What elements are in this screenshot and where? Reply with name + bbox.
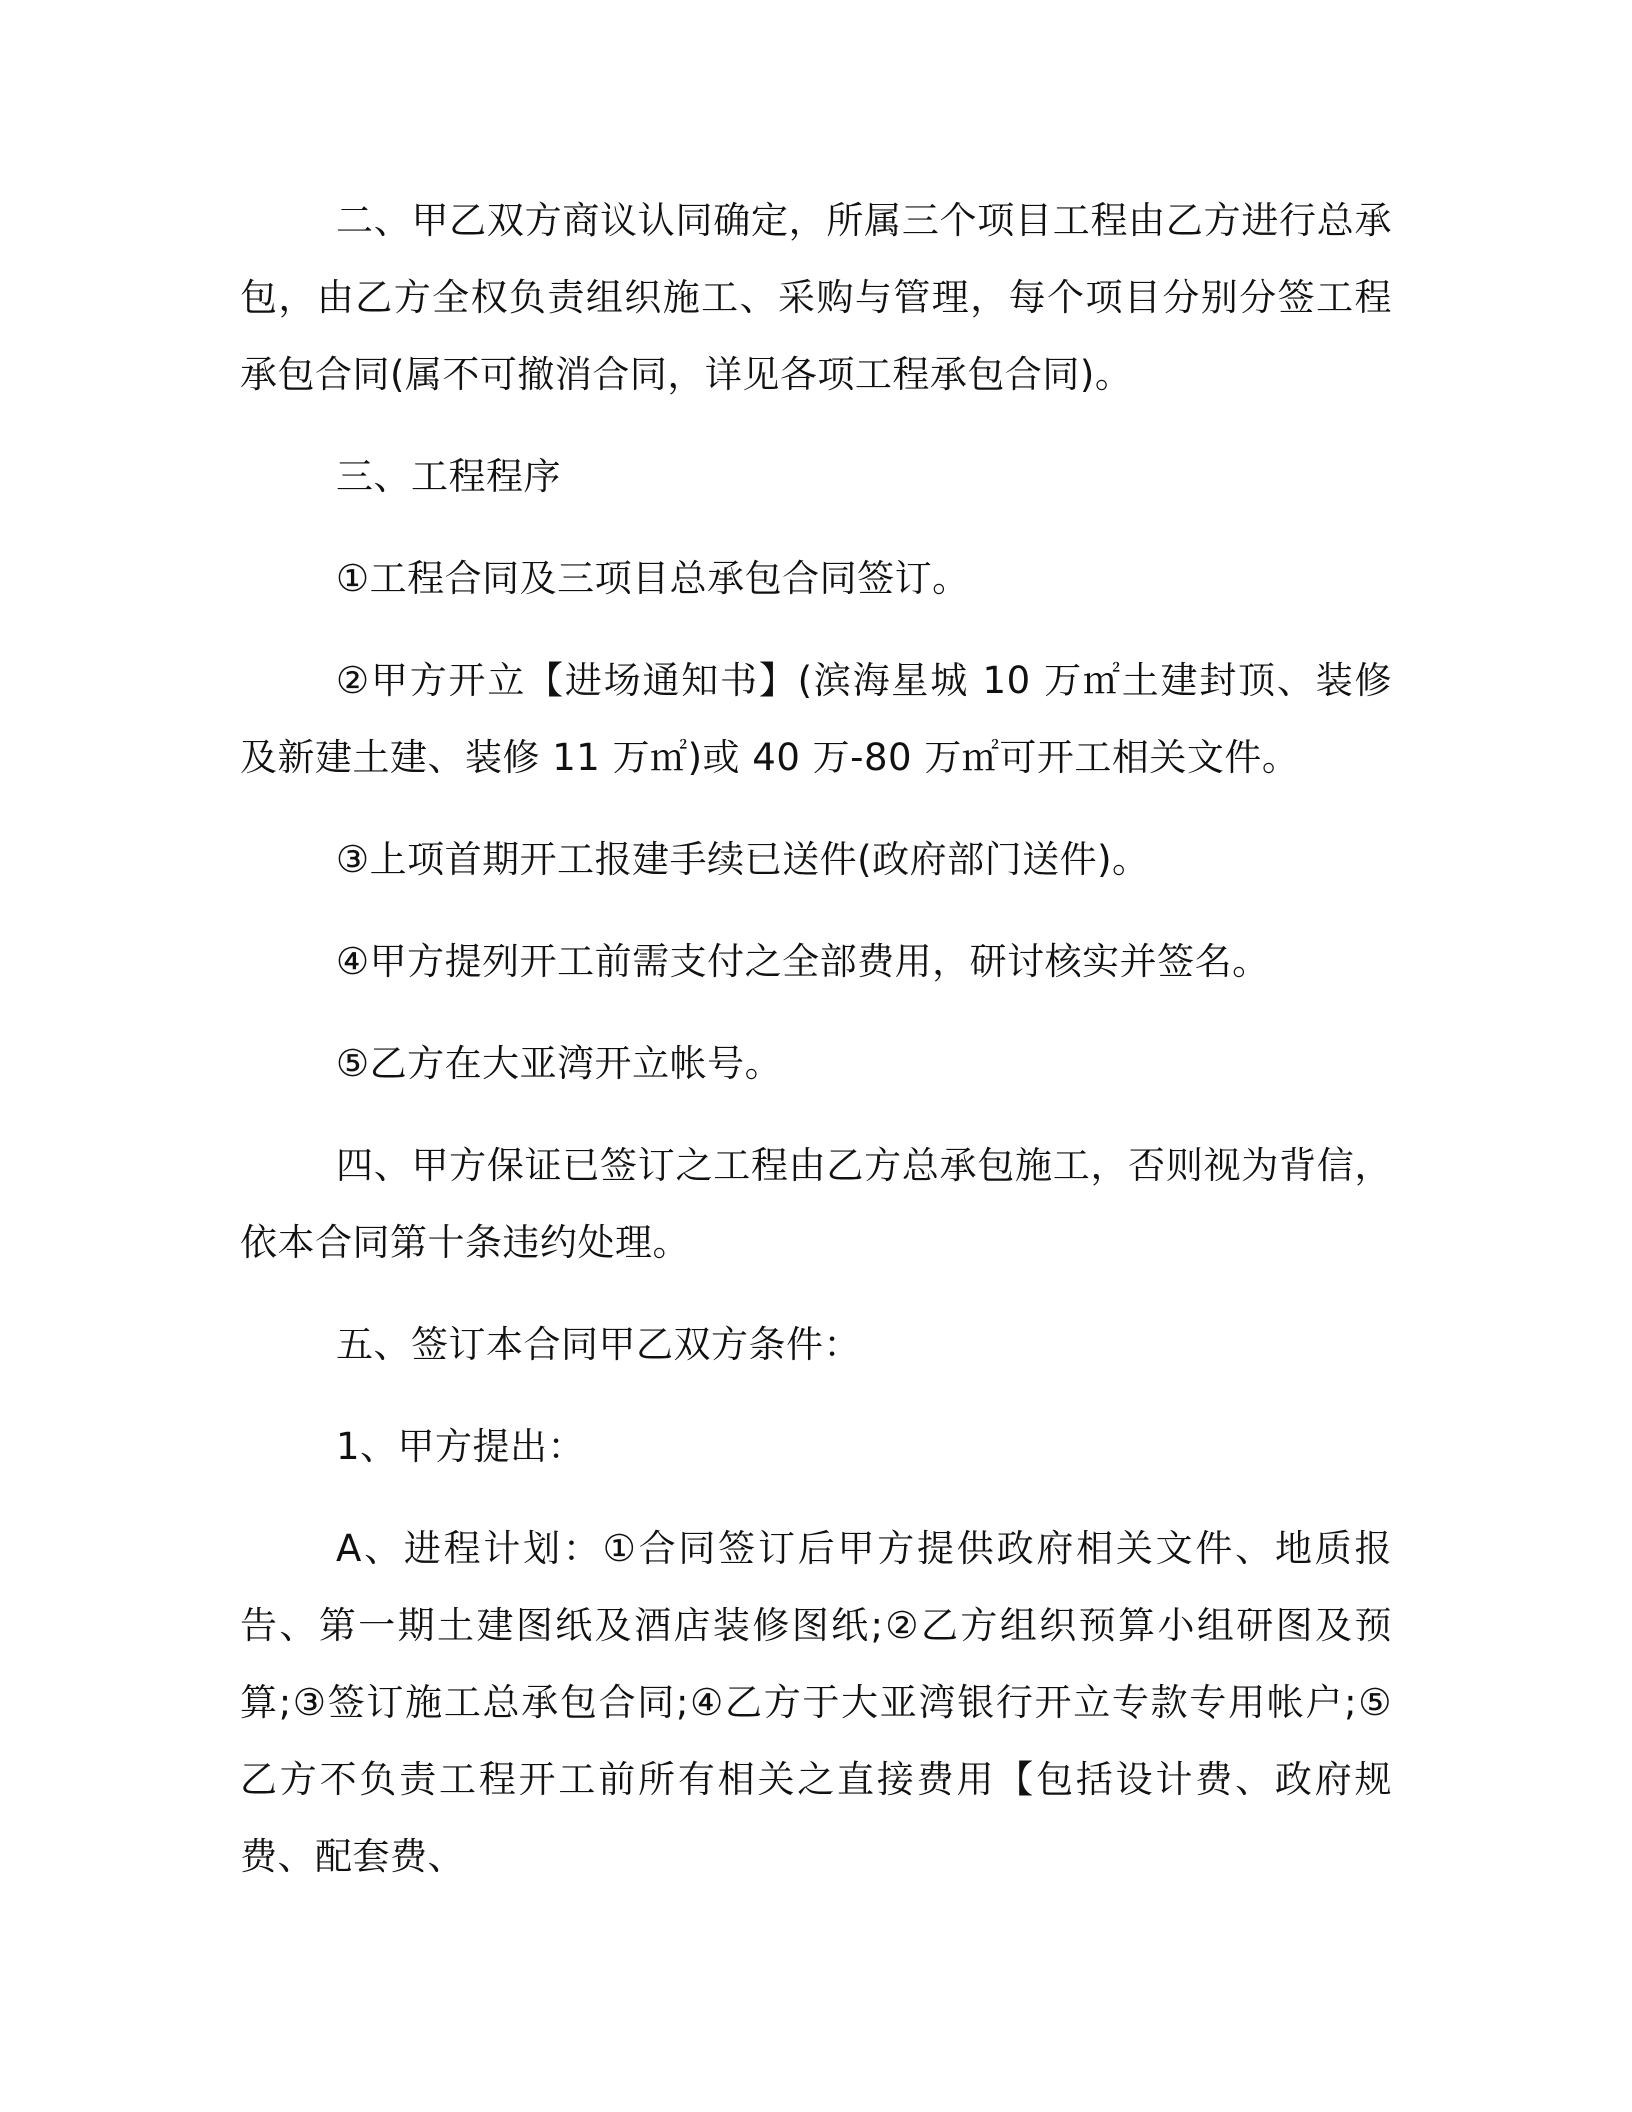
list-item-step-5: ⑤乙方在大亚湾开立帐号。 [336, 1042, 783, 1085]
list-item-step-3: ③上项首期开工报建手续已送件(政府部门送件)。 [336, 838, 1150, 881]
paragraph-section-4: 四、甲方保证已签订之工程由乙方总承包施工，否则视为背信，依本合同第十条违约处理。 [240, 1144, 1392, 1264]
document-body [240, 182, 1392, 1895]
paragraph-progress-plan: A、进程计划：①合同签订后甲方提供政府相关文件、地质报告、第一期土建图纸及酒店装修图纸;②乙方组织预算小组研图及预算;③签订施工总承包合同;④乙方于大亚湾银行开立专款专用帐户;⑤乙方不负责工程开工前所有相关之直接费用【包括设计费、政府规费、配套费、 [240, 1527, 1392, 1878]
list-item-step-2: ②甲方开立【进场通知书】(滨海星城 10 万㎡土建封顶、装修及新建土建、装修 11 万㎡)或 40 万-80 万㎡可开工相关文件。 [240, 659, 1392, 779]
heading-section-3: 三、工程程序 [336, 455, 561, 498]
subheading-party-a: 1、甲方提出： [336, 1425, 586, 1468]
paragraph-section-2: 二、甲乙双方商议认同确定，所属三个项目工程由乙方进行总承包，由乙方全权负责组织施工、采购与管理，每个项目分别分签工程承包合同(属不可撤消合同，详见各项工程承包合同)。 [240, 199, 1392, 396]
list-item-step-1: ①工程合同及三项目总承包合同签订。 [336, 557, 970, 600]
heading-section-5: 五、签订本合同甲乙双方条件： [336, 1323, 861, 1366]
list-item-step-4: ④甲方提列开工前需支付之全部费用，研讨核实并签名。 [336, 940, 1270, 983]
